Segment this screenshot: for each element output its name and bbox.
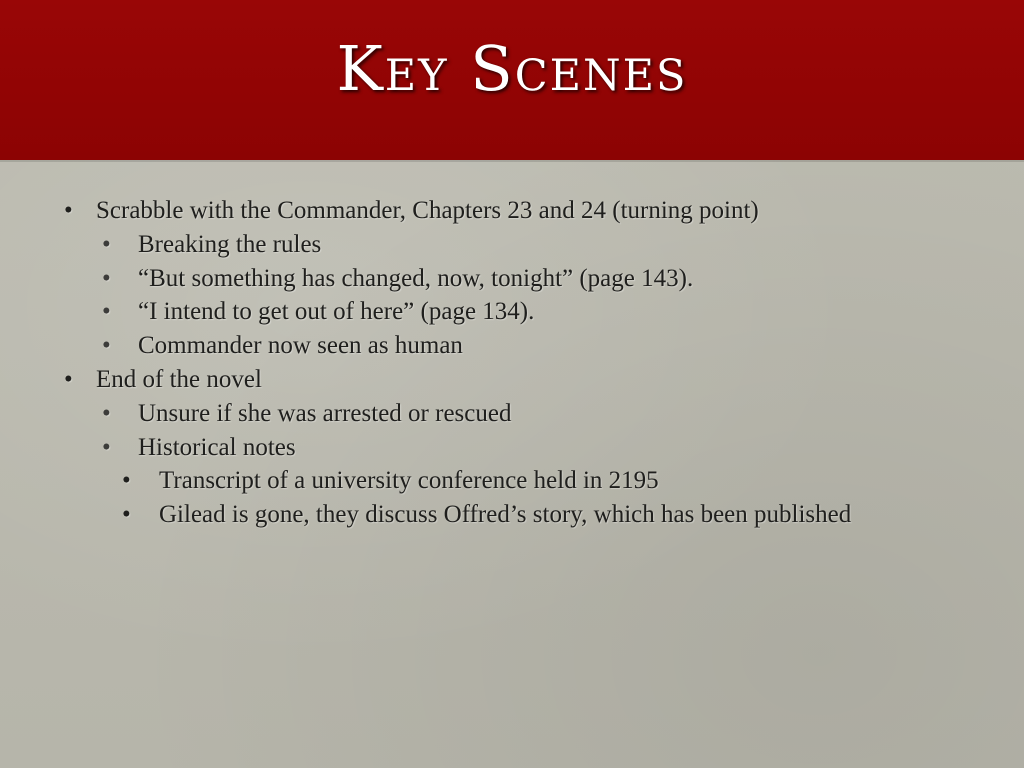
sub-bullet-icon: •: [102, 433, 111, 461]
sub-bullet-item: [56, 262, 956, 296]
sub-bullet-item: [56, 329, 956, 363]
bullet-list: [56, 194, 956, 532]
bullet-text: Scrabble with the Commander, Chapters 23 and 24 (turning point): [96, 197, 759, 224]
sub-bullet-icon: •: [102, 298, 111, 326]
sub-bullet-text: Breaking the rules: [138, 230, 322, 258]
sub-bullet-item: [56, 431, 956, 465]
sub-bullet-text: Historical notes: [138, 433, 296, 461]
bullet-text: End of the novel: [96, 365, 262, 393]
sub-sub-bullet-text: Transcript of a university conference held in 2195: [159, 467, 659, 495]
sub-bullet-icon: •: [102, 264, 111, 292]
sub-sub-bullet-item: [56, 498, 956, 532]
sub-sub-bullet-icon: •: [122, 467, 131, 495]
sub-bullet-item: [56, 228, 956, 262]
slide-title: Key Scenes: [336, 32, 688, 105]
bullet-icon: •: [64, 197, 73, 224]
sub-bullet-icon: •: [102, 332, 111, 360]
sub-bullet-text: “I intend to get out of here” (page 134).: [138, 298, 535, 326]
bullet-icon: •: [64, 365, 73, 393]
title-band: [0, 0, 1024, 160]
sub-bullet-text: “But something has changed, now, tonight” (page 143).: [138, 264, 694, 292]
bullet-item: [56, 194, 956, 228]
sub-bullet-text: Unsure if she was arrested or rescued: [138, 399, 512, 427]
sub-bullet-icon: •: [102, 230, 111, 258]
sub-sub-bullet-item: [56, 464, 956, 498]
sub-bullet-text: Commander now seen as human: [138, 332, 463, 360]
bullet-item: [56, 363, 956, 397]
sub-bullet-item: [56, 397, 956, 431]
sub-bullet-icon: •: [102, 399, 111, 427]
sub-sub-bullet-text: Gilead is gone, they discuss Offred’s story, which has been published: [159, 501, 852, 529]
sub-sub-bullet-icon: •: [122, 501, 131, 529]
sub-bullet-item: [56, 295, 956, 329]
